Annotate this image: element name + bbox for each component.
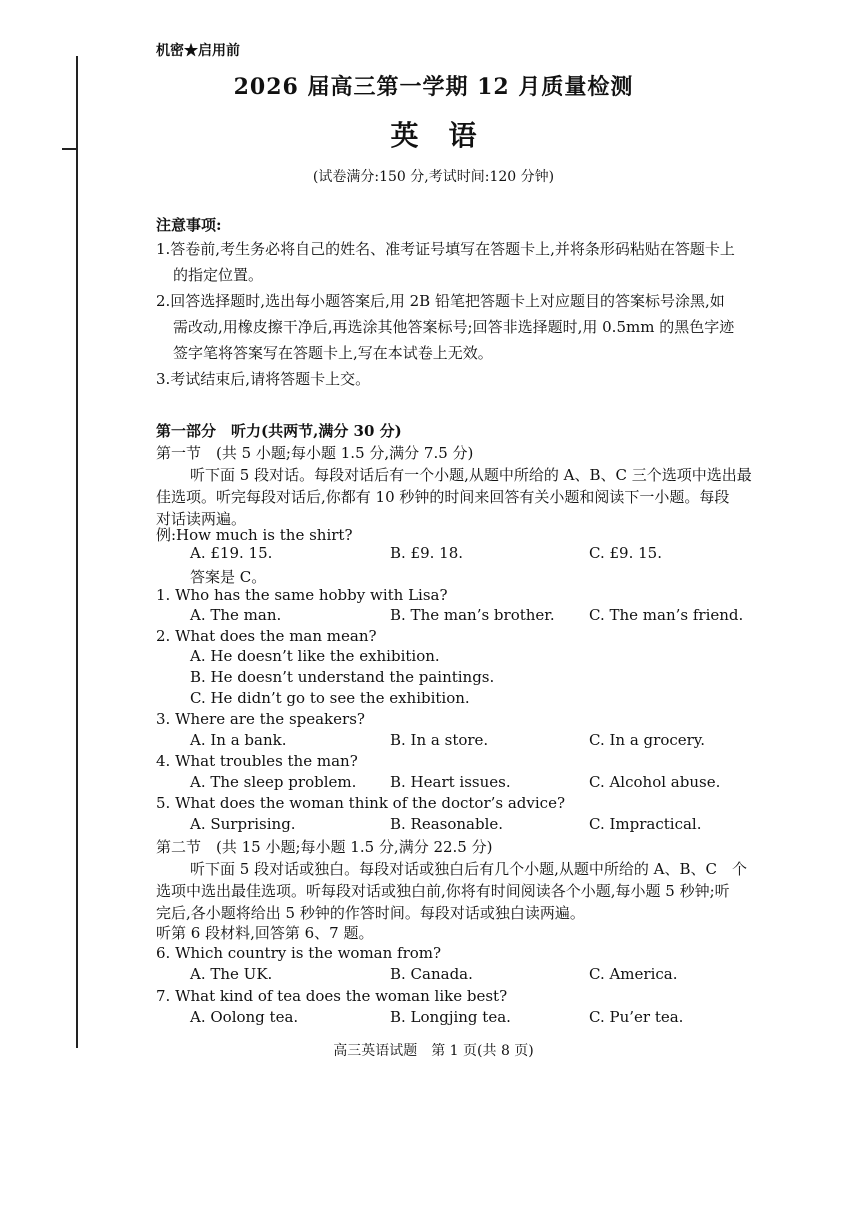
exam-info: (试卷满分:150 分,考试时间:120 分钟) xyxy=(312,169,555,185)
option-1b: B. The man’s brother. xyxy=(390,606,555,624)
option-7c: C. Pu’er tea. xyxy=(589,1008,684,1026)
question-2: 2. What does the man mean? xyxy=(156,627,377,645)
section1-instruction-2: 佳选项。听完每段对话后,你都有 10 秒钟的时间来回答有关小题和阅读下一小题。每段 xyxy=(156,488,730,506)
option-1a: A. The man. xyxy=(190,606,282,624)
option-2a: A. He doesn’t like the exhibition. xyxy=(190,647,440,665)
note-line: 签字笔将答案写在答题卡上,写在本试卷上无效。 xyxy=(173,344,493,362)
question-4: 4. What troubles the man? xyxy=(156,752,358,770)
section1-title: 第一节 (共 5 小题;每小题 1.5 分,满分 7.5 分) xyxy=(156,444,474,462)
section2-instruction-1: 听下面 5 段对话或独白。每段对话或独白后有几个小题,从题中所给的 A、B、C 个 xyxy=(190,860,747,878)
note-item-2 xyxy=(156,288,734,366)
section2-title: 第二节 (共 15 小题;每小题 1.5 分,满分 22.5 分) xyxy=(156,838,493,856)
note-line: 的指定位置。 xyxy=(173,266,264,284)
note-line: 2.回答选择题时,选出每小题答案后,用 2B 铅笔把答题卡上对应题目的答案标号涂黑,如 xyxy=(156,292,725,310)
material-instruction: 听第 6 段材料,回答第 6、7 题。 xyxy=(156,924,374,942)
question-5: 5. What does the woman think of the doctor’s advice? xyxy=(156,794,565,812)
section1-instruction-3: 对话读两遍。 xyxy=(156,510,247,528)
example-question: 例:How much is the shirt? xyxy=(156,526,353,544)
example-option-a: A. £19. 15. xyxy=(190,544,273,562)
question-1: 1. Who has the same hobby with Lisa? xyxy=(156,586,448,604)
confidential-mark: 机密★启用前 xyxy=(156,43,240,59)
option-7b: B. Longjing tea. xyxy=(390,1008,511,1026)
example-option-c: C. £9. 15. xyxy=(589,544,662,562)
note-line: 3.考试结束后,请将答题卡上交。 xyxy=(156,370,371,388)
option-4c: C. Alcohol abuse. xyxy=(589,773,721,791)
page-footer: 高三英语试题 第 1 页(共 8 页) xyxy=(333,1043,534,1059)
option-5b: B. Reasonable. xyxy=(390,815,504,833)
example-answer: 答案是 C。 xyxy=(190,568,267,586)
option-7a: A. Oolong tea. xyxy=(190,1008,299,1026)
section2-instruction-3: 完后,各小题将给出 5 秒钟的作答时间。每段对话或独白读两遍。 xyxy=(156,904,585,922)
option-3b: B. In a store. xyxy=(390,731,489,749)
option-3a: A. In a bank. xyxy=(190,731,287,749)
option-2b: B. He doesn’t understand the paintings. xyxy=(190,668,495,686)
question-6: 6. Which country is the woman from? xyxy=(156,944,442,962)
question-7: 7. What kind of tea does the woman like best? xyxy=(156,987,508,1005)
part1-title: 第一部分 听力(共两节,满分 30 分) xyxy=(156,422,402,440)
option-1c: C. The man’s friend. xyxy=(589,606,744,624)
option-5a: A. Surprising. xyxy=(190,815,296,833)
notes-title: 注意事项: xyxy=(156,216,222,234)
exam-title: 2026 届高三第一学期 12 月质量检测 xyxy=(233,74,634,100)
subject-title: 英语 xyxy=(390,119,507,152)
option-4b: B. Heart issues. xyxy=(390,773,511,791)
example-option-b: B. £9. 18. xyxy=(390,544,464,562)
binding-line xyxy=(76,56,78,1048)
option-6a: A. The UK. xyxy=(190,965,273,983)
option-6b: B. Canada. xyxy=(390,965,473,983)
option-5c: C. Impractical. xyxy=(589,815,702,833)
option-3c: C. In a grocery. xyxy=(589,731,706,749)
note-item-1 xyxy=(156,236,735,288)
option-6c: C. America. xyxy=(589,965,678,983)
section1-instruction-1: 听下面 5 段对话。每段对话后有一个小题,从题中所给的 A、B、C 三个选项中选出最 xyxy=(190,466,752,484)
option-4a: A. The sleep problem. xyxy=(190,773,357,791)
section2-instruction-2: 选项中选出最佳选项。听每段对话或独白前,你将有时间阅读各个小题,每小题 5 秒钟;听 xyxy=(156,882,730,900)
question-3: 3. Where are the speakers? xyxy=(156,710,365,728)
note-line: 1.答卷前,考生务必将自己的姓名、准考证号填写在答题卡上,并将条形码粘贴在答题卡上 xyxy=(156,240,735,258)
note-item-3 xyxy=(156,366,370,392)
option-2c: C. He didn’t go to see the exhibition. xyxy=(190,689,470,707)
note-line: 需改动,用橡皮擦干净后,再选涂其他答案标号;回答非选择题时,用 0.5mm 的黑色字迹 xyxy=(173,318,735,336)
